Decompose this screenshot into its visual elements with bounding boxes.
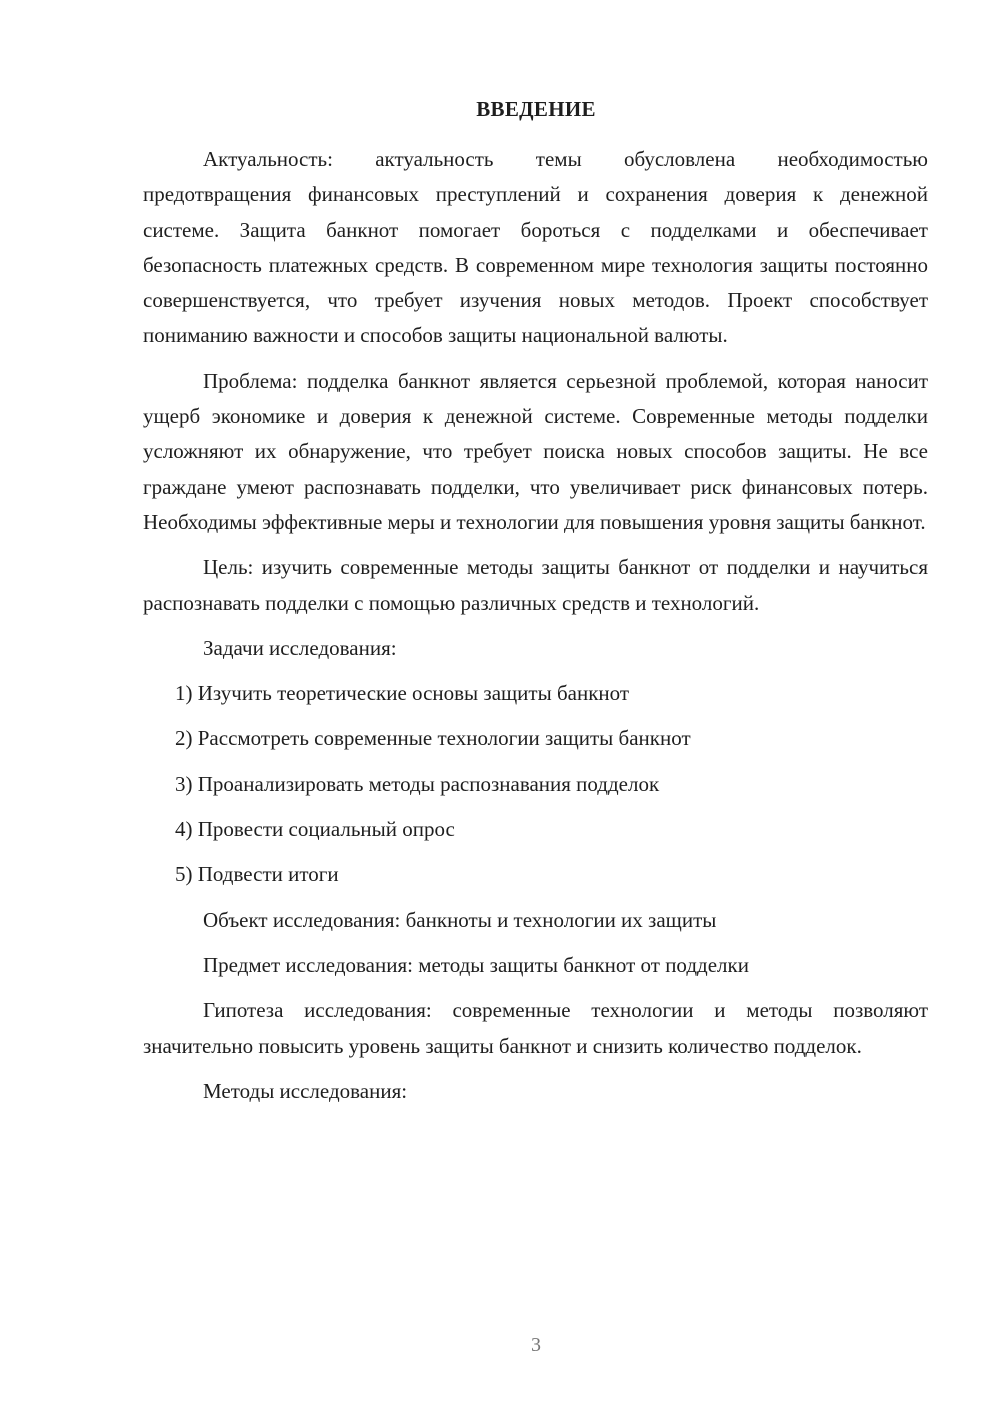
methods-heading: Методы исследования: bbox=[203, 1078, 408, 1103]
list-item: 1) Изучить теоретические основы защиты банкнот bbox=[175, 681, 630, 706]
list-item: 3) Проанализировать методы распознавания подделок bbox=[175, 771, 660, 796]
paragraph-subject: Предмет исследования: методы защиты банкнот от подделки bbox=[203, 952, 749, 977]
page-title: ВВЕДЕНИЕ bbox=[476, 97, 596, 121]
list-item: 2) Рассмотреть современные технологии защиты банкнот bbox=[175, 726, 691, 751]
list-item: 5) Подвести итоги bbox=[175, 862, 339, 887]
paragraph-relevance: Актуальность: актуальность темы обусловлена необходимостью предотвращения финансовых преступлений и сохранения доверия к денежной системе. Защита банкнот помогает бороться с подделками и обеспечивает безопасность платежных средств. В современном мире технология защиты постоянно совершенствуется, что требует изучения новых методов. Проект способствует пониманию важности и способов защиты национальной валюты. bbox=[143, 147, 928, 348]
paragraph-problem: Проблема: подделка банкнот является серьезной проблемой, которая наносит ущерб экономике и доверия к денежной системе. Современные методы подделки усложняют их обнаружение, что требует поиска новых способов защиты. Не все граждане умеют распознавать подделки, что увеличивает риск финансовых потерь. Необходимы эффективные меры и технологии для повышения уровня защиты банкнот. bbox=[143, 368, 928, 534]
tasks-heading: Задачи исследования: bbox=[203, 635, 397, 660]
paragraph-object: Объект исследования: банкноты и технологии их защиты bbox=[203, 907, 717, 932]
paragraph-goal: Цель: изучить современные методы защиты банкнот от подделки и научиться распознавать подделки с помощью различных средств и технологий. bbox=[143, 555, 928, 615]
page-number: 3 bbox=[531, 1334, 541, 1356]
tasks-list bbox=[143, 676, 928, 892]
paragraph-hypothesis: Гипотеза исследования: современные технологии и методы позволяют значительно повысить уровень защиты банкнот и снизить количество подделок. bbox=[143, 998, 928, 1058]
list-item: 4) Провести социальный опрос bbox=[175, 817, 455, 842]
document-body bbox=[143, 142, 928, 1119]
